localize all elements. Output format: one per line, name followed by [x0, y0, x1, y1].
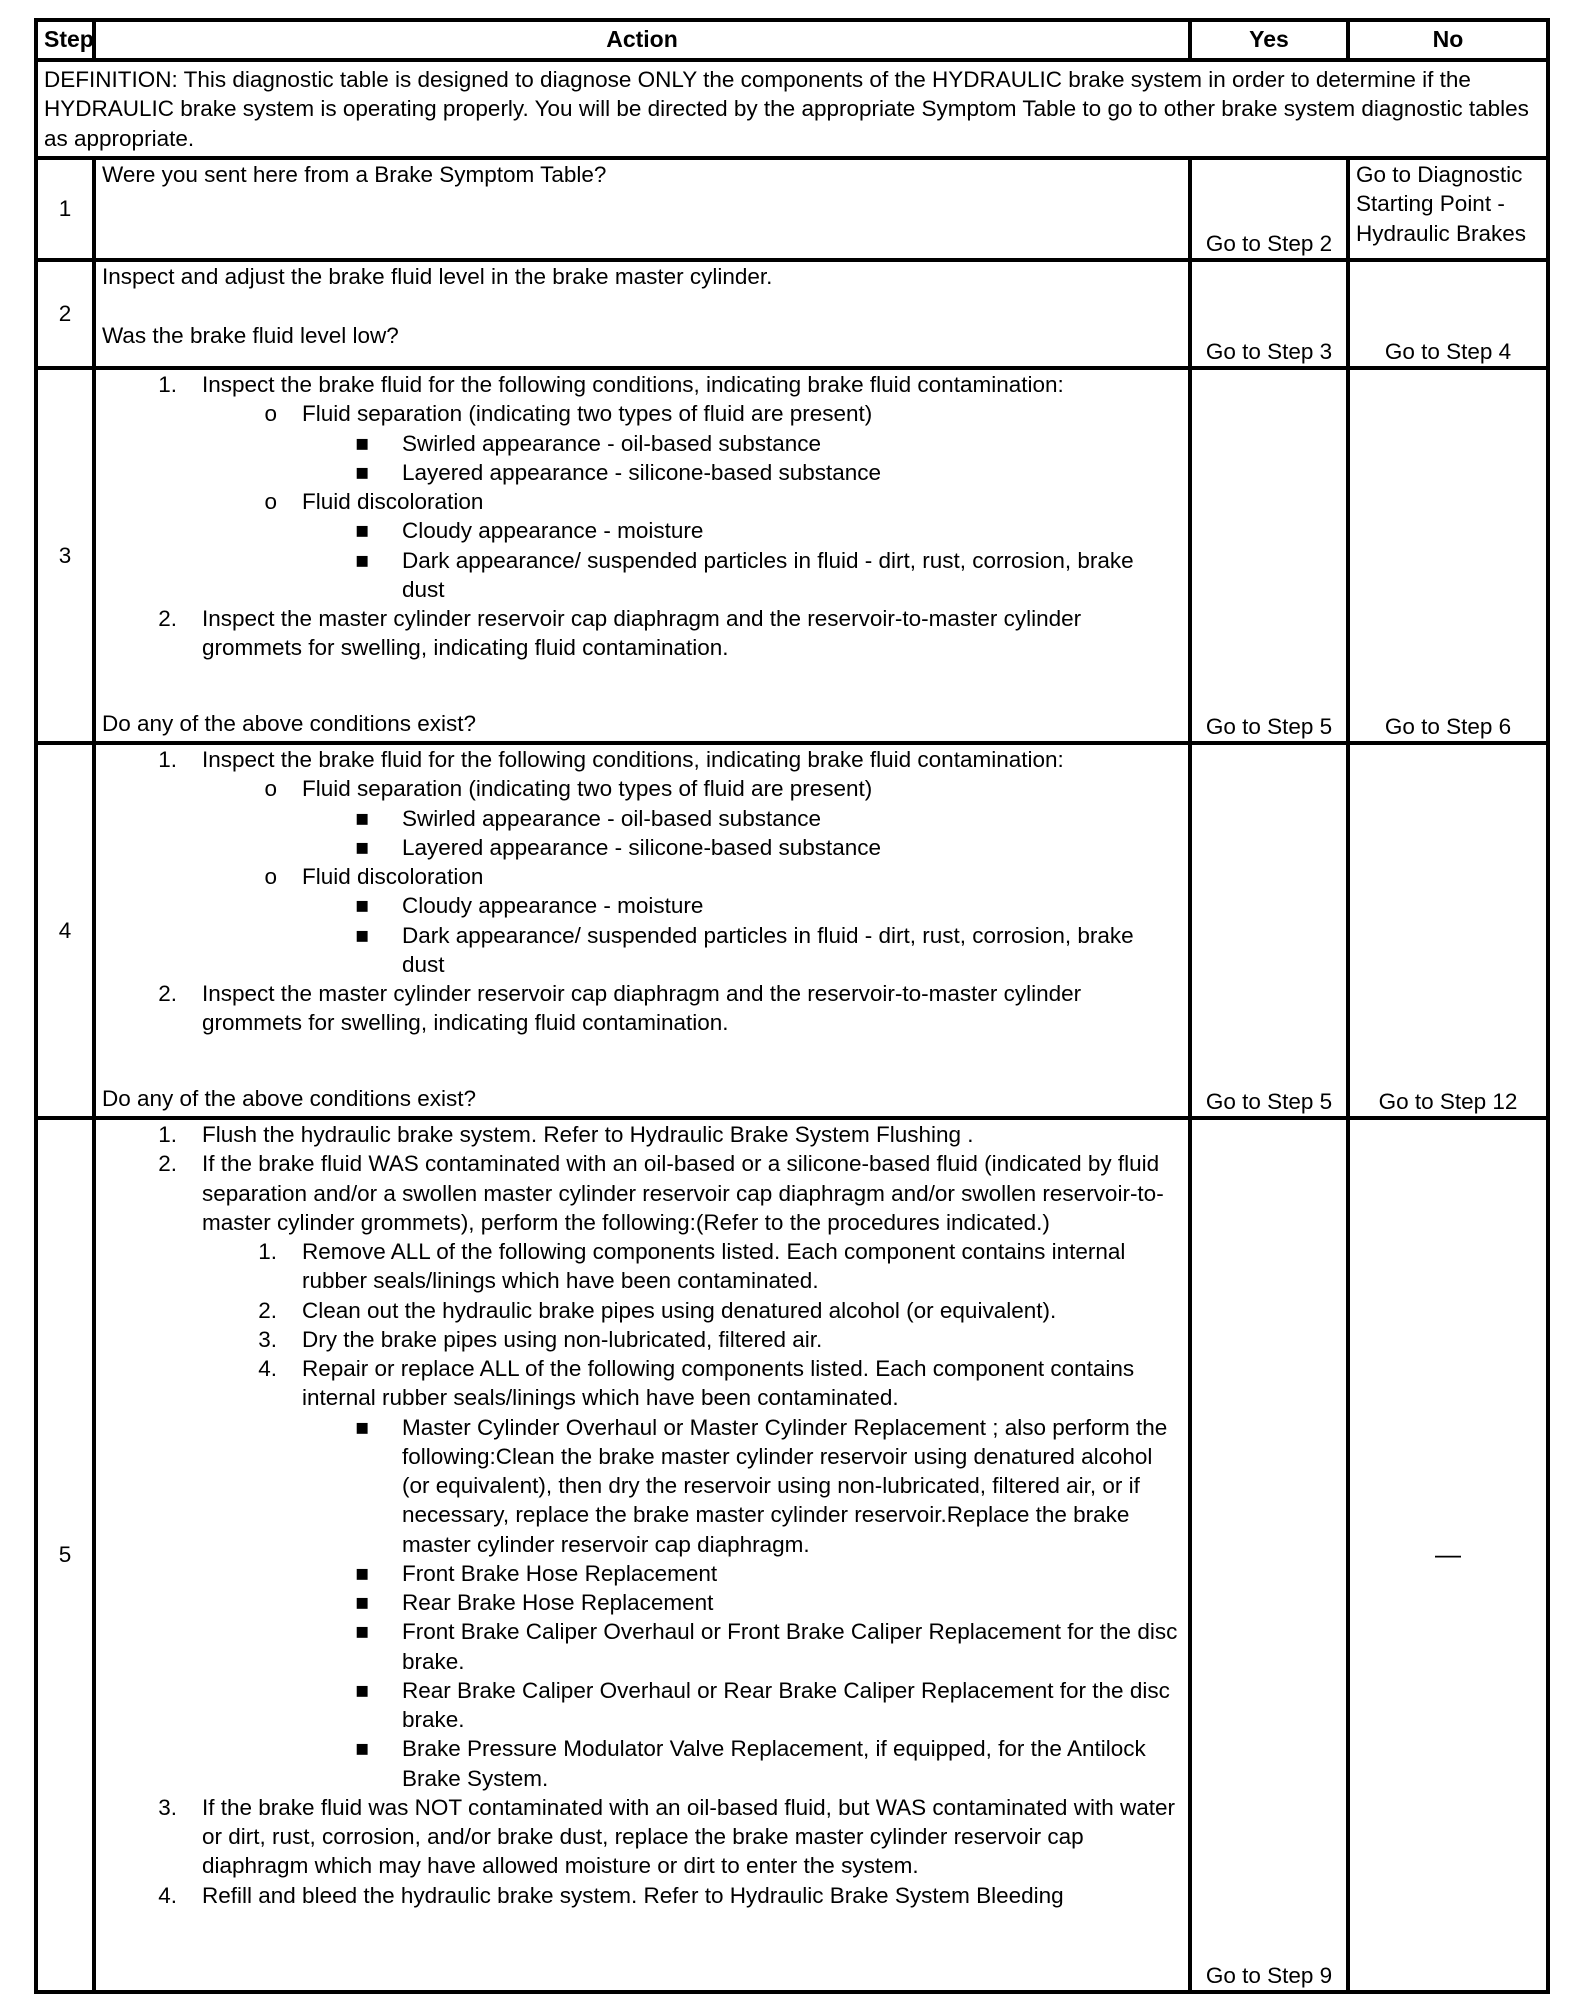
list-item — [102, 1325, 1182, 1354]
no-cell: Go to Diagnostic Starting Point - Hydraulic Brakes — [1348, 158, 1548, 260]
step-question: Do any of the above conditions exist? — [102, 710, 476, 736]
step-number: 5 — [36, 1118, 94, 1992]
list-item — [102, 921, 1182, 980]
list-item — [102, 745, 1182, 774]
list-text: Dark appearance/ suspended particles in fluid - dirt, rust, corrosion, brake dust — [402, 547, 1134, 602]
list-text: If the brake fluid was NOT contaminated with an oil-based fluid, but WAS contaminated with water or dirt, rust, corrosion, and/or brake dust, replace the brake master cylinder reservoir cap diaphragm which may have allowed moisture or dirt to enter the system. — [202, 1794, 1175, 1879]
no-cell: Go to Step 6 — [1348, 368, 1548, 743]
list-text: Fluid discoloration — [302, 864, 484, 889]
list-item — [102, 1296, 1182, 1325]
step-action — [94, 158, 1190, 260]
spacer — [102, 1038, 1182, 1084]
list-marker: 1. — [158, 1122, 177, 1147]
list-text: Inspect the master cylinder reservoir cap diaphragm and the reservoir-to-master cylinder grommets for swelling, indicating fluid contamination. — [202, 981, 1082, 1036]
list-item — [102, 1793, 1182, 1881]
list-item — [102, 1354, 1182, 1413]
circle-bullet-icon: o — [264, 489, 277, 514]
list-text: Master Cylinder Overhaul or Master Cylinder Replacement ; also perform the following:Clean the brake master cylinder reservoir using denatured alcohol (or equivalent), then dry the reservoir using non-lubricated, filtered air, or if necessary, replace the brake master cylinder reservoir.Replace the brake master cylinder reservoir cap diaphragm. — [402, 1414, 1168, 1557]
list-text: Dark appearance/ suspended particles in fluid - dirt, rust, corrosion, brake dust — [402, 922, 1134, 977]
yes-cell: Go to Step 3 — [1190, 260, 1348, 368]
step-instruction: Inspect and adjust the brake fluid level in the brake master cylinder. — [102, 264, 773, 289]
square-bullet-icon: ■ — [355, 893, 369, 919]
list-marker: 3. — [258, 1326, 277, 1352]
yes-cell: Go to Step 5 — [1190, 743, 1348, 1118]
list-item — [102, 774, 1182, 803]
list-item — [102, 1237, 1182, 1296]
step-row-4 — [36, 743, 1548, 1118]
list-text: Fluid separation (indicating two types of fluid are present) — [302, 401, 873, 427]
list-text: Flush the hydraulic brake system. Refer to Hydraulic Brake System Flushing . — [202, 1122, 974, 1147]
list-item — [102, 862, 1182, 891]
square-bullet-icon: ■ — [355, 1560, 369, 1586]
list-marker: 2. — [158, 606, 177, 631]
list-text: Repair or replace ALL of the following components listed. Each component contains internal rubber seals/linings which have been contaminated. — [302, 1356, 1135, 1411]
step-action — [94, 260, 1190, 368]
list-item — [102, 1881, 1182, 1910]
list-item — [102, 1559, 1182, 1588]
list-item — [102, 1413, 1182, 1559]
square-bullet-icon: ■ — [355, 1414, 369, 1440]
definition-row — [36, 60, 1548, 158]
square-bullet-icon: ■ — [355, 834, 369, 860]
diagnostic-table — [34, 18, 1550, 1994]
square-bullet-icon: ■ — [355, 430, 369, 456]
spacer — [102, 663, 1182, 709]
step-question: Were you sent here from a Brake Symptom Table? — [102, 162, 607, 187]
step-action — [94, 743, 1190, 1118]
list-text: Fluid discoloration — [302, 489, 484, 514]
list-item — [102, 1676, 1182, 1735]
list-text: Inspect the brake fluid for the following conditions, indicating brake fluid contamination: — [202, 372, 1064, 397]
step-row-1 — [36, 158, 1548, 260]
step-question: Was the brake fluid level low? — [102, 323, 399, 349]
square-bullet-icon: ■ — [355, 547, 369, 573]
header-yes: Yes — [1190, 20, 1348, 60]
square-bullet-icon: ■ — [355, 1619, 369, 1645]
step-row-2 — [36, 260, 1548, 368]
list-item — [102, 1734, 1182, 1793]
list-text: Layered appearance - silicone-based substance — [402, 459, 882, 485]
step-action — [94, 368, 1190, 743]
list-item — [102, 1617, 1182, 1676]
square-bullet-icon: ■ — [355, 1736, 369, 1762]
step-number: 3 — [36, 368, 94, 743]
list-item — [102, 604, 1182, 663]
definition-text: DEFINITION: This diagnostic table is designed to diagnose ONLY the components of the HYDRAULIC brake system in order to determine if the HYDRAULIC brake system is operating properly. You will be directed by the appropriate Symptom Table to go to other brake system diagnostic tables as appropriate. — [36, 60, 1548, 158]
header-no: No — [1348, 20, 1548, 60]
list-marker: 4. — [158, 1882, 177, 1908]
square-bullet-icon: ■ — [355, 1677, 369, 1703]
list-text: Brake Pressure Modulator Valve Replacement, if equipped, for the Antilock Brake System. — [402, 1736, 1146, 1791]
square-bullet-icon: ■ — [355, 922, 369, 948]
list-text: Layered appearance - silicone-based substance — [402, 834, 882, 860]
spacer — [102, 291, 1182, 321]
list-text: Fluid separation (indicating two types of fluid are present) — [302, 776, 873, 802]
yes-cell: Go to Step 9 — [1190, 1118, 1348, 1992]
list-text: Front Brake Caliper Overhaul or Front Brake Caliper Replacement for the disc brake. — [402, 1619, 1178, 1674]
list-item — [102, 516, 1182, 545]
header-row — [36, 20, 1548, 60]
square-bullet-icon: ■ — [355, 805, 369, 831]
list-item — [102, 458, 1182, 487]
list-item — [102, 546, 1182, 605]
list-marker: 1. — [158, 747, 177, 772]
list-item — [102, 979, 1182, 1038]
no-cell: Go to Step 12 — [1348, 743, 1548, 1118]
no-cell: Go to Step 4 — [1348, 260, 1548, 368]
yes-cell: Go to Step 5 — [1190, 368, 1348, 743]
list-item — [102, 833, 1182, 862]
square-bullet-icon: ■ — [355, 459, 369, 485]
list-text: Inspect the master cylinder reservoir cap diaphragm and the reservoir-to-master cylinder grommets for swelling, indicating fluid contamination. — [202, 606, 1082, 661]
step-number: 4 — [36, 743, 94, 1118]
list-text: Remove ALL of the following components listed. Each component contains internal rubber seals/linings which have been contaminated. — [302, 1239, 1126, 1294]
yes-cell: Go to Step 2 — [1190, 158, 1348, 260]
list-marker: 3. — [158, 1794, 177, 1820]
step-action — [94, 1118, 1190, 1992]
step-question: Do any of the above conditions exist? — [102, 1085, 476, 1111]
list-marker: 1. — [258, 1239, 277, 1264]
list-text: Rear Brake Hose Replacement — [402, 1590, 714, 1615]
list-text: Front Brake Hose Replacement — [402, 1560, 718, 1586]
square-bullet-icon: ■ — [355, 1590, 369, 1615]
list-item — [102, 399, 1182, 428]
list-text: If the brake fluid WAS contaminated with an oil-based or a silicone-based fluid (indicated by fluid separation and/or a swollen master cylinder reservoir cap diaphragm and/or swollen reservoir-to-master cylinder grommets), perform the following:(Refer to the procedures indicated.) — [202, 1151, 1164, 1235]
list-marker: 1. — [158, 372, 177, 397]
list-item — [102, 891, 1182, 920]
step-row-3 — [36, 368, 1548, 743]
list-text: Clean out the hydraulic brake pipes using denatured alcohol (or equivalent). — [302, 1297, 1057, 1323]
list-marker: 2. — [158, 981, 177, 1006]
circle-bullet-icon: o — [264, 864, 277, 889]
list-item — [102, 804, 1182, 833]
list-marker: 2. — [258, 1297, 277, 1323]
list-marker: 4. — [258, 1356, 277, 1381]
no-cell: — — [1348, 1118, 1548, 1992]
square-bullet-icon: ■ — [355, 518, 369, 544]
list-item — [102, 1120, 1182, 1149]
list-text: Dry the brake pipes using non-lubricated, filtered air. — [302, 1326, 823, 1352]
list-text: Cloudy appearance - moisture — [402, 893, 704, 919]
list-text: Swirled appearance - oil-based substance — [402, 805, 821, 831]
list-item — [102, 487, 1182, 516]
header-action: Action — [94, 20, 1190, 60]
circle-bullet-icon: o — [264, 401, 277, 427]
list-text: Rear Brake Caliper Overhaul or Rear Brake Caliper Replacement for the disc brake. — [402, 1677, 1170, 1732]
list-item — [102, 429, 1182, 458]
circle-bullet-icon: o — [264, 776, 277, 802]
list-marker: 2. — [158, 1151, 177, 1177]
list-item — [102, 370, 1182, 399]
list-text: Inspect the brake fluid for the following conditions, indicating brake fluid contamination: — [202, 747, 1064, 772]
step-number: 2 — [36, 260, 94, 368]
list-text: Refill and bleed the hydraulic brake system. Refer to Hydraulic Brake System Bleeding — [202, 1882, 1064, 1908]
step-number: 1 — [36, 158, 94, 260]
list-item — [102, 1588, 1182, 1617]
header-step: Step — [36, 20, 94, 60]
list-text: Swirled appearance - oil-based substance — [402, 430, 821, 456]
list-item — [102, 1149, 1182, 1237]
step-row-5 — [36, 1118, 1548, 1992]
list-text: Cloudy appearance - moisture — [402, 518, 704, 544]
